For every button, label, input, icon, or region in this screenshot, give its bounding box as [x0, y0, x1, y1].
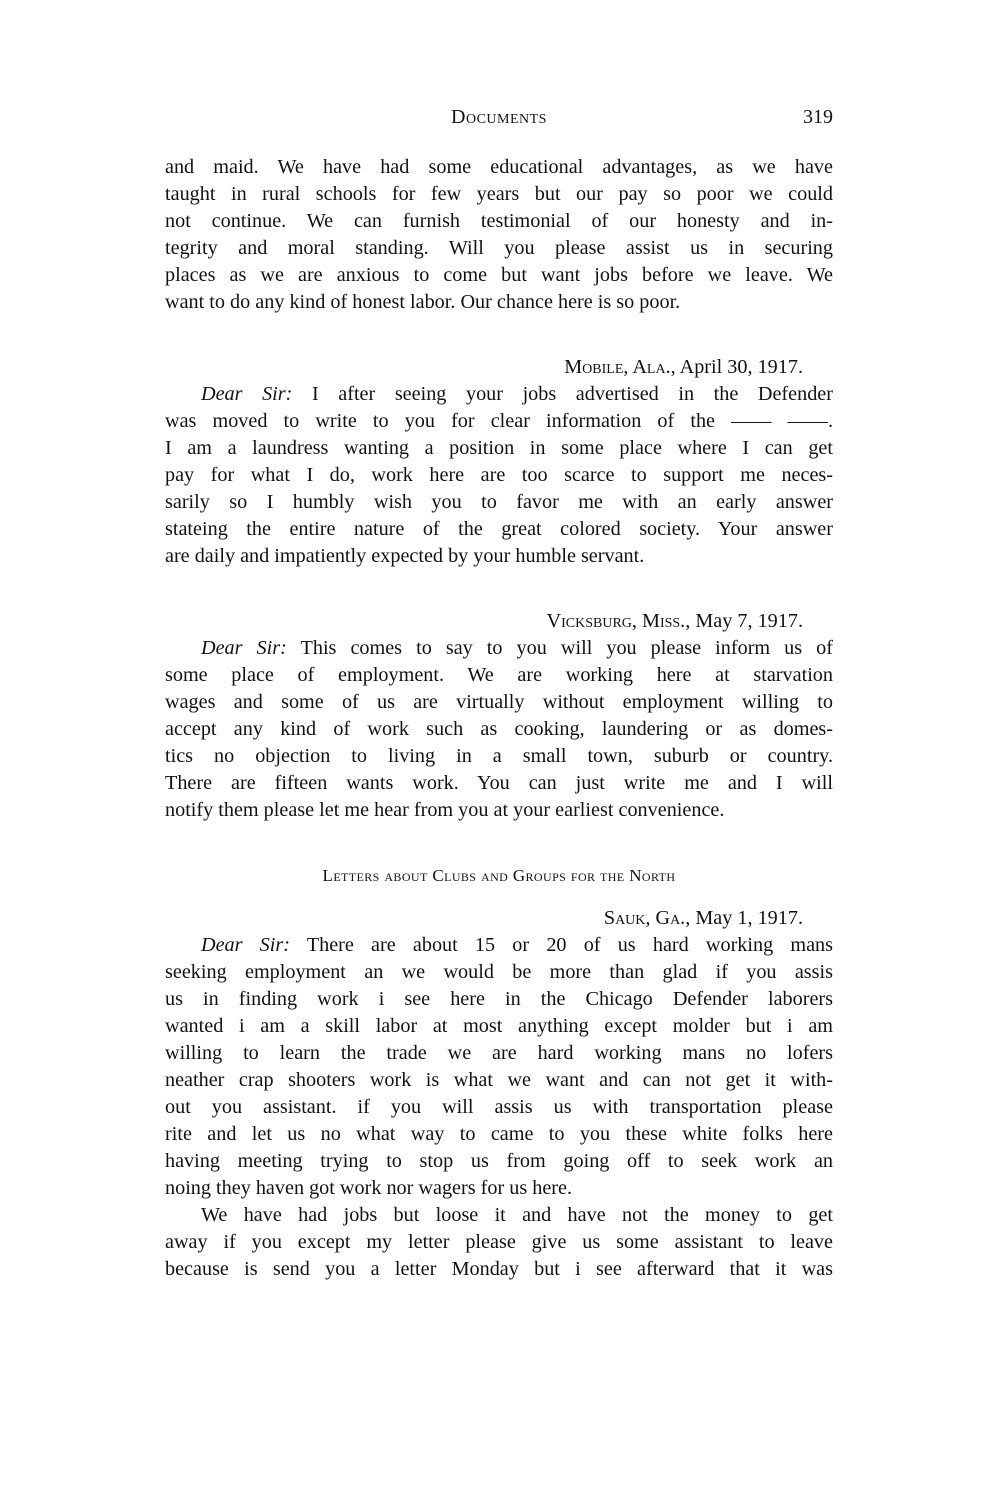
letter-opening-line [165, 635, 833, 662]
text-line: I am a laundress wanting a position in some place where I can get [165, 437, 833, 459]
letter-date: May 1, 1917. [695, 907, 803, 929]
salutation: Dear Sir: [201, 637, 287, 659]
text-line: We have had jobs but loose it and have not the money to get [201, 1204, 833, 1226]
letter-dateline [165, 608, 833, 635]
letter-mobile [165, 354, 833, 570]
document-page [165, 100, 833, 1283]
text-line: accept any kind of work such as cooking, laundering or as domes- [165, 718, 833, 740]
letter-opening-line [165, 381, 833, 408]
text-line: willing to learn the trade we are hard working mans no lofers [165, 1042, 833, 1064]
text-line: sarily so I humbly wish you to favor me with an early answer [165, 491, 833, 513]
letter-dateline [165, 905, 833, 932]
text-line: was moved to write to you for clear information of the —— ——. [165, 410, 833, 432]
letter-place: Vicksburg, Miss., [546, 610, 691, 632]
text-line: want to do any kind of honest labor. Our chance here is so poor. [165, 291, 681, 313]
text-line: taught in rural schools for few years but our pay so poor we could [165, 183, 833, 205]
opening-text: There are about 15 or 20 of us hard working mans [289, 934, 833, 956]
letter-date: May 7, 1917. [695, 610, 803, 632]
running-head [165, 100, 833, 140]
letter-dateline [165, 354, 833, 381]
text-line: There are fifteen wants work. You can just write me and I will [165, 772, 833, 794]
continuation-paragraph [165, 154, 833, 316]
salutation: Dear Sir: [201, 383, 293, 405]
text-line: and maid. We have had some educational advantages, as we have [165, 156, 833, 178]
opening-text: This comes to say to you will you please inform us of [286, 637, 833, 659]
text-line: pay for what I do, work here are too scarce to support me neces- [165, 464, 833, 486]
text-line: away if you except my letter please give us some assistant to leave [165, 1231, 833, 1253]
text-line: because is send you a letter Monday but i see afterward that it was [165, 1258, 833, 1280]
page-number: 319 [803, 106, 833, 128]
text-line: neather crap shooters work is what we want and can not get it with- [165, 1069, 833, 1091]
text-line: us in finding work i see here in the Chicago Defender laborers [165, 988, 833, 1010]
text-line: tics no objection to living in a small town, suburb or country. [165, 745, 833, 767]
letter-opening-line [165, 932, 833, 959]
letter-date: April 30, 1917. [679, 356, 803, 378]
opening-text: I after seeing your jobs advertised in the Defender [292, 383, 833, 405]
section-heading: Letters about Clubs and Groups for the North [322, 866, 676, 885]
text-line: are daily and impatiently expected by your humble servant. [165, 545, 645, 567]
text-line: places as we are anxious to come but want jobs before we leave. We [165, 264, 833, 286]
text-line: tegrity and moral standing. Will you please assist us in securing [165, 237, 833, 259]
text-line: having meeting trying to stop us from going off to seek work an [165, 1150, 833, 1172]
letter-sauk [165, 905, 833, 1283]
text-line: noing they haven got work nor wagers for us here. [165, 1177, 573, 1199]
text-line: not continue. We can furnish testimonial of our honesty and in- [165, 210, 833, 232]
text-line: rite and let us no what way to came to you these white folks here [165, 1123, 833, 1145]
text-line: out you assistant. if you will assis us with transportation please [165, 1096, 833, 1118]
text-line: wages and some of us are virtually without employment willing to [165, 691, 833, 713]
text-line: notify them please let me hear from you at your earliest convenience. [165, 799, 725, 821]
text-line: some place of employment. We are working here at starvation [165, 664, 833, 686]
text-line: stateing the entire nature of the great colored society. Your answer [165, 518, 833, 540]
text-line: wanted i am a skill labor at most anything except molder but i am [165, 1015, 833, 1037]
letter-place: Mobile, Ala., [564, 356, 676, 378]
salutation: Dear Sir: [201, 934, 290, 956]
running-head-title: Documents [451, 106, 547, 128]
text-line: seeking employment an we would be more than glad if you assis [165, 961, 833, 983]
letter-place: Sauk, Ga., [603, 907, 691, 929]
letter-vicksburg [165, 608, 833, 824]
